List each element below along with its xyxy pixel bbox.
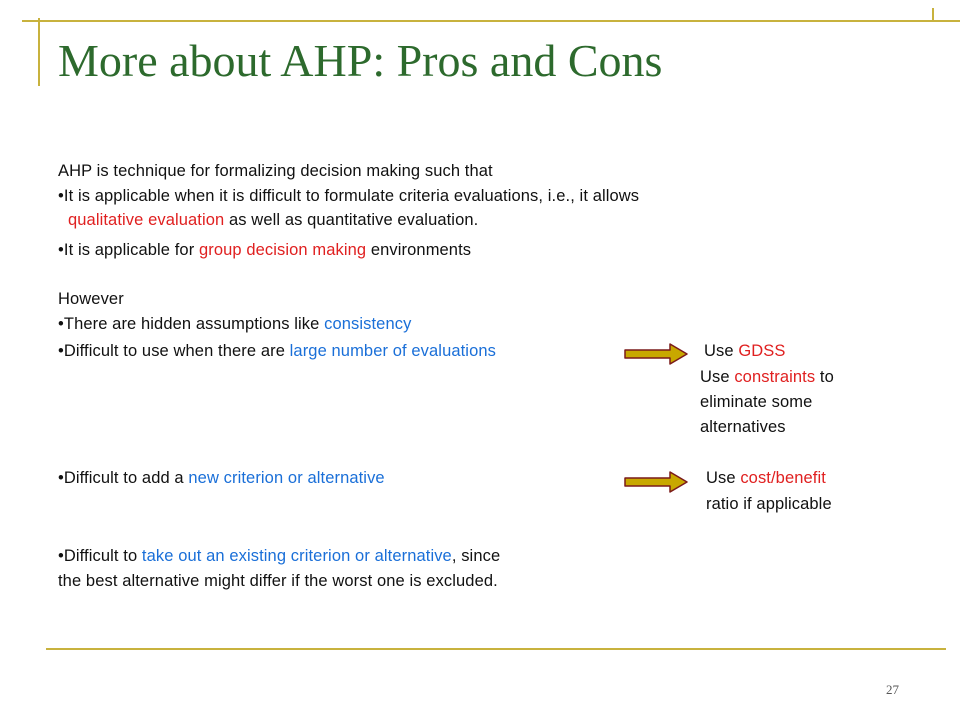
footer-divider — [46, 648, 946, 650]
gdss-highlight: GDSS — [738, 342, 786, 360]
cons-bullet-2-text: Difficult to use when there are — [63, 342, 290, 360]
pros-bullet-1-tail: as well as quantitative evaluation. — [224, 211, 479, 229]
bullet-marker: • — [58, 547, 64, 565]
pros-bullet-1-continued — [68, 211, 478, 230]
cons-bullet-4 — [58, 547, 500, 566]
solution-constraints — [700, 368, 834, 387]
cons-bullet-1-text: There are hidden assumptions like — [63, 315, 325, 333]
solution-constraints-line-2: eliminate some — [700, 393, 813, 411]
bullet-marker: • — [58, 187, 64, 205]
cons-bullet-4-line-2: the best alternative might differ if the worst one is excluded. — [58, 572, 498, 590]
page-number: 27 — [886, 682, 899, 697]
bullet-marker: • — [58, 315, 64, 333]
constraints-highlight: constraints — [734, 368, 816, 386]
solution-constraints-prefix: Use — [700, 368, 735, 386]
decorative-vertical-line — [38, 18, 40, 86]
cons-bullet-4-text: Difficult to — [63, 547, 142, 565]
slide-title: More about AHP: Pros and Cons — [58, 35, 663, 86]
solution-cost-benefit-line-2: ratio if applicable — [706, 495, 832, 513]
right-arrow-icon — [624, 343, 688, 365]
solution-gdss-prefix: Use — [704, 342, 739, 360]
cost-benefit-highlight: cost/benefit — [740, 469, 826, 487]
pros-bullet-2-text: It is applicable for — [63, 241, 199, 259]
cons-bullet-2 — [58, 342, 496, 361]
decorative-corner-tick — [932, 8, 934, 22]
right-arrow-icon — [624, 471, 688, 493]
qualitative-evaluation-highlight: qualitative evaluation — [68, 211, 225, 229]
cons-bullet-1 — [58, 315, 411, 334]
solution-cost-benefit-prefix: Use — [706, 469, 741, 487]
cons-bullet-3-text: Difficult to add a — [63, 469, 189, 487]
pros-bullet-1-text: It is applicable when it is difficult to formulate criteria evaluations, i.e., it allows — [63, 187, 640, 205]
consistency-highlight: consistency — [324, 315, 412, 333]
cons-heading: However — [58, 290, 124, 308]
pros-bullet-2-tail: environments — [366, 241, 472, 259]
solution-gdss — [704, 342, 786, 361]
large-number-of-evaluations-highlight: large number of evaluations — [289, 342, 496, 360]
cons-bullet-4-tail: , since — [451, 547, 501, 565]
pros-bullet-1 — [58, 187, 639, 206]
pros-bullet-2 — [58, 241, 471, 260]
pros-intro: AHP is technique for formalizing decision making such that — [58, 162, 493, 180]
solution-cost-benefit — [706, 469, 826, 488]
cons-bullet-3 — [58, 469, 385, 488]
solution-constraints-suffix: to — [815, 368, 834, 386]
solution-constraints-line-3: alternatives — [700, 418, 786, 436]
bullet-marker: • — [58, 342, 64, 360]
new-criterion-highlight: new criterion or alternative — [188, 469, 385, 487]
take-out-criterion-highlight: take out an existing criterion or alternative — [141, 547, 452, 565]
decorative-top-line — [22, 20, 960, 22]
bullet-marker: • — [58, 241, 64, 259]
bullet-marker: • — [58, 469, 64, 487]
group-decision-making-highlight: group decision making — [198, 241, 367, 259]
